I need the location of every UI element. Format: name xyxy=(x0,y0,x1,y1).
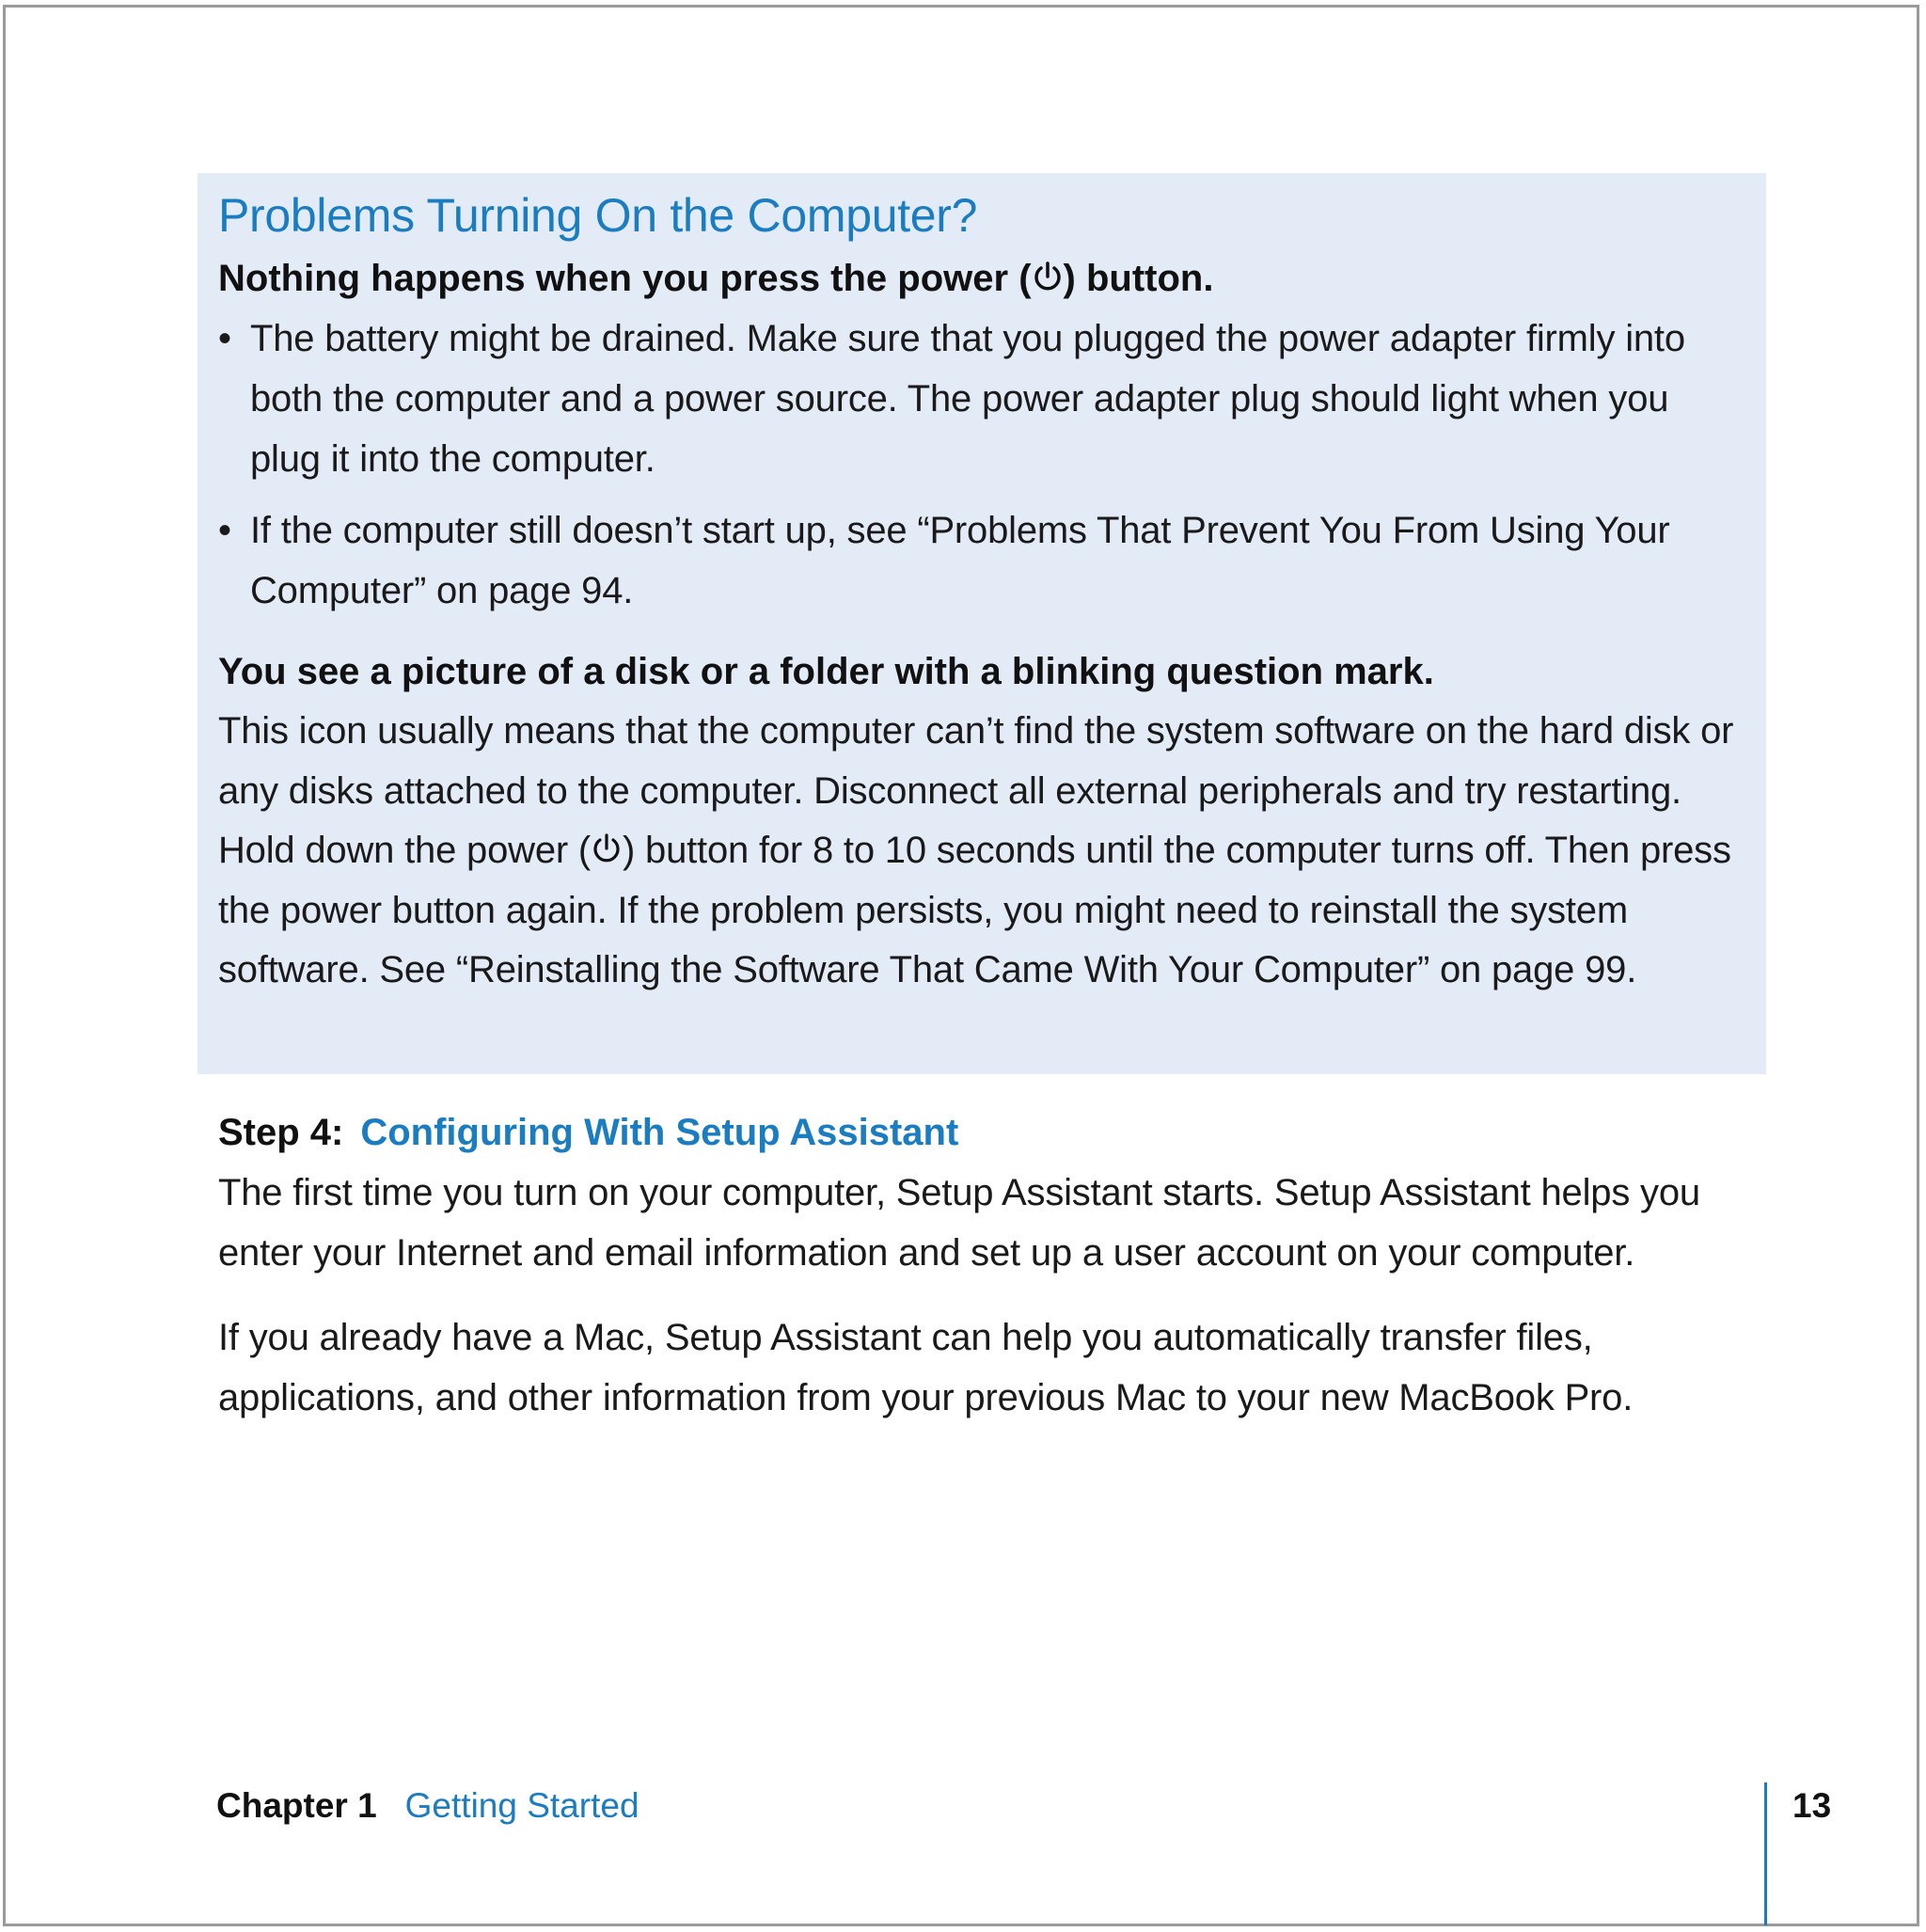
step-paragraph: If you already have a Mac, Setup Assistant can help you automatically transfer files, applications, and other information from your previous Mac to your new MacBook Pro. xyxy=(218,1317,1634,1418)
problem-heading-question-mark: You see a picture of a disk or a folder with a blinking question mark. xyxy=(218,651,1434,692)
list-item: • If the computer still doesn’t start up, see “Problems That Prevent You From Using Your Computer” on page 94. xyxy=(218,500,1745,621)
power-icon xyxy=(591,832,623,866)
paragraph-text-end: ) button for 8 to 10 seconds until the computer turns off. Then press the power button again. If the problem persists, you might need to reinstall the system software. See “Reinstalling the Software That Came With Your Computer” on page 99. xyxy=(218,830,1731,990)
no-power-bullet-list xyxy=(218,309,1745,621)
question-mark-paragraph xyxy=(218,702,1745,1001)
step-title: Configuring With Setup Assistant xyxy=(360,1112,959,1153)
step-4-section xyxy=(218,1102,1779,1452)
paragraph-text-start: This icon usually means that the computer can’t find the system software on the hard disk or any disks attached to the computer. Disconnect all external peripherals and try restarting. Hold down the power ( xyxy=(218,710,1734,871)
step-paragraph: The first time you turn on your computer, Setup Assistant starts. Setup Assistant helps you enter your Internet and email information and set up a user account on your computer. xyxy=(218,1172,1700,1274)
page-footer xyxy=(216,1778,639,1834)
chapter-label: Chapter 1 xyxy=(216,1786,377,1825)
heading-text-end: ) button. xyxy=(1063,258,1214,299)
power-icon xyxy=(1032,261,1064,294)
troubleshooting-callout xyxy=(197,173,1766,1074)
step-label: Step 4: xyxy=(218,1112,344,1153)
chapter-title: Getting Started xyxy=(404,1786,639,1825)
step-heading xyxy=(218,1102,1779,1163)
heading-text-start: Nothing happens when you press the power ( xyxy=(218,258,1032,299)
page-number: 13 xyxy=(1792,1786,1832,1825)
problem-heading-no-power xyxy=(218,248,1745,309)
callout-title: Problems Turning On the Computer? xyxy=(218,189,978,242)
list-item: • The battery might be drained. Make sure that you plugged the power adapter firmly into both the computer and a power source. The power adapter plug should light when you plug it into the computer. xyxy=(218,309,1745,489)
footer-divider xyxy=(1764,1782,1767,1925)
